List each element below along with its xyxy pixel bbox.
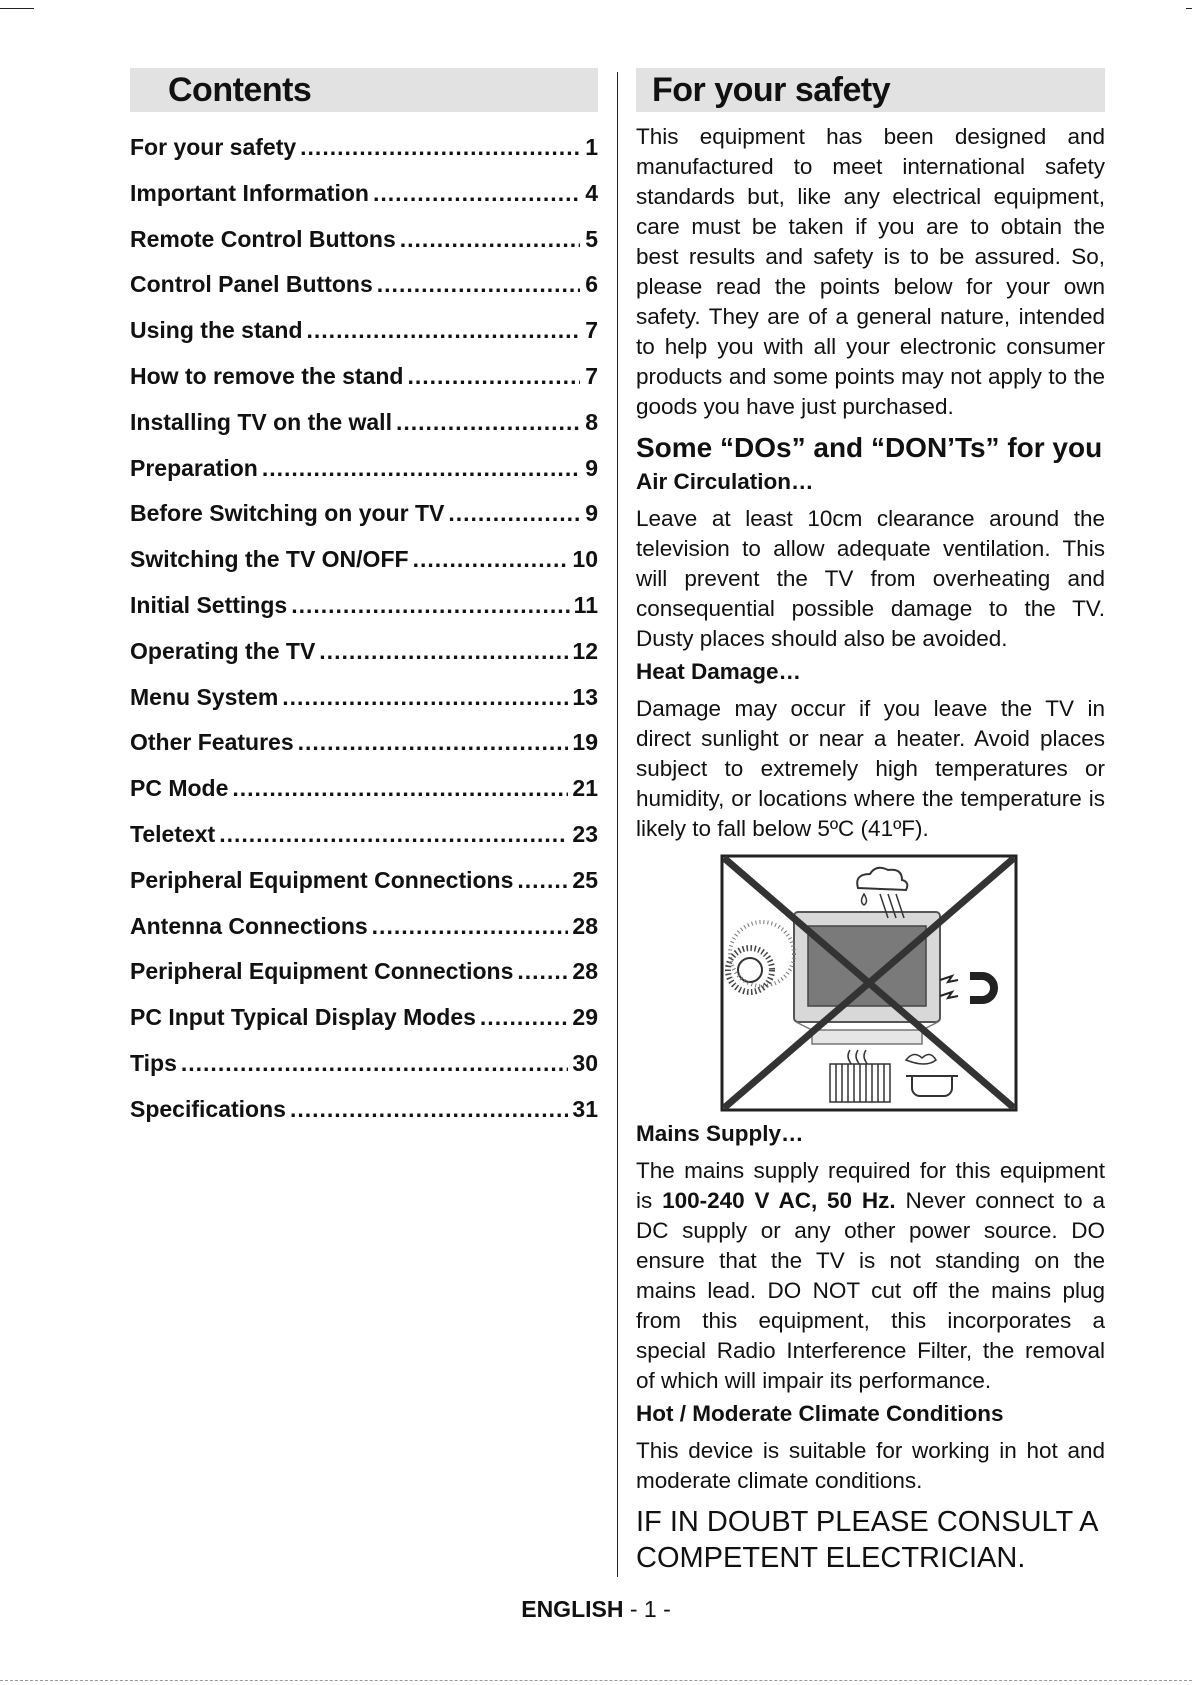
toc-entry-page: 6 — [585, 271, 598, 298]
toc-entry-page: 30 — [572, 1049, 598, 1076]
toc-entry-page: 7 — [585, 362, 598, 389]
toc-dot-leader — [377, 271, 580, 298]
toc-entry-title: Teletext — [130, 820, 216, 847]
toc-dot-leader — [282, 684, 568, 711]
mains-supply-text — [636, 1156, 1105, 1396]
toc-entry-title: Control Panel Buttons — [130, 271, 373, 298]
toc-entry-page: 9 — [585, 500, 598, 527]
consult-line-2: COMPETENT ELECTRICIAN. — [636, 1542, 1026, 1574]
hazard-illustration — [720, 854, 1018, 1112]
toc-entry — [130, 684, 598, 730]
toc-entry-title: Initial Settings — [130, 591, 288, 618]
toc-entry-page: 21 — [572, 775, 598, 802]
toc-entry-title: Antenna Connections — [130, 912, 368, 939]
footer-language: ENGLISH — [521, 1596, 624, 1622]
mains-supply-text-end: Never connect to a DC supply or any other power source. DO ensure that the TV is not standing on the mains lead. DO NOT cut off the mains plug from this equipment, this incorporates a special Radio Interference Filter, the removal of which will impair its performance. — [636, 1188, 1106, 1393]
toc-entry — [130, 409, 598, 455]
toc-entry-page: 13 — [572, 683, 598, 710]
consult-electrician-notice — [636, 1504, 1105, 1576]
contents-heading-text: Contents — [168, 70, 312, 109]
toc-entry-title: How to remove the stand — [130, 362, 404, 389]
toc-entry-page: 28 — [572, 912, 598, 939]
toc-dot-leader — [181, 1050, 569, 1077]
toc-dot-leader — [517, 958, 568, 985]
toc-entry-title: Menu System — [130, 683, 279, 710]
toc-entry — [130, 180, 598, 226]
toc-entry-title: Before Switching on your TV — [130, 500, 445, 527]
crop-mark-top-right — [1186, 8, 1192, 9]
dos-donts-heading: Some “DOs” and “DON’Ts” for you — [636, 432, 1103, 463]
toc-dot-leader — [400, 226, 580, 253]
toc-entry-title: Operating the TV — [130, 637, 316, 664]
toc-entry — [130, 363, 598, 409]
toc-entry-title: Installing TV on the wall — [130, 408, 392, 435]
toc-entry-page: 12 — [572, 637, 598, 664]
toc-entry-title: Preparation — [130, 454, 258, 481]
toc-entry-title: Peripheral Equipment Connections — [130, 958, 514, 985]
toc-entry-page: 5 — [585, 225, 598, 252]
air-circulation-heading: Air Circulation… — [636, 469, 814, 494]
column-divider — [617, 72, 618, 1577]
toc-entry-page: 11 — [573, 591, 598, 618]
toc-entry — [130, 638, 598, 684]
contents-list — [130, 134, 598, 1142]
bottom-cut-line — [0, 1680, 1192, 1681]
crossed-out-tv-hazards-image — [720, 854, 1018, 1112]
toc-dot-leader — [517, 867, 568, 894]
toc-entry-title: Using the stand — [130, 317, 303, 344]
toc-entry-title: For your safety — [130, 134, 297, 160]
safety-section — [636, 68, 1105, 1576]
toc-entry-page: 4 — [585, 179, 598, 206]
toc-entry-title: Specifications — [130, 1095, 286, 1122]
toc-dot-leader — [232, 775, 568, 802]
toc-dot-leader — [298, 729, 569, 756]
air-circulation-text: Leave at least 10cm clearance around the television to allow adequate ventilation. This will prevent the TV from overheating and consequential possible damage to the TV. Dusty places should also be avoided. — [636, 506, 1105, 651]
toc-entry-title: Other Features — [130, 729, 294, 756]
toc-entry-page: 25 — [572, 866, 598, 893]
toc-dot-leader — [448, 500, 580, 527]
toc-entry-page: 28 — [572, 958, 598, 985]
heat-damage-heading: Heat Damage… — [636, 659, 802, 684]
toc-dot-leader — [480, 1004, 568, 1031]
toc-entry — [130, 821, 598, 867]
toc-entry — [130, 1096, 598, 1142]
toc-entry-page: 19 — [572, 729, 598, 756]
toc-entry-page: 7 — [585, 317, 598, 344]
toc-dot-leader — [262, 455, 580, 482]
mains-supply-text-start: The mains supply required for this equipment is — [636, 1158, 1105, 1213]
toc-dot-leader — [396, 409, 580, 436]
toc-entry — [130, 1004, 598, 1050]
toc-entry-title: PC Input Typical Display Modes — [130, 1004, 476, 1031]
toc-entry-page: 29 — [572, 1004, 598, 1031]
climate-heading: Hot / Moderate Climate Conditions — [636, 1401, 1004, 1426]
consult-line-1: IF IN DOUBT PLEASE CONSULT A — [636, 1506, 1099, 1538]
toc-entry — [130, 226, 598, 272]
toc-entry-page: 23 — [572, 820, 598, 847]
toc-entry — [130, 271, 598, 317]
toc-entry-title: Switching the TV ON/OFF — [130, 546, 409, 573]
toc-dot-leader — [372, 913, 569, 940]
toc-entry-page: 8 — [585, 408, 598, 435]
toc-entry — [130, 958, 598, 1004]
toc-dot-leader — [291, 592, 569, 619]
contents-section — [130, 68, 598, 1142]
toc-entry — [130, 729, 598, 775]
toc-entry-title: Tips — [130, 1049, 177, 1076]
toc-dot-leader — [219, 821, 568, 848]
safety-heading — [636, 68, 1105, 112]
toc-entry — [130, 592, 598, 638]
toc-entry — [130, 455, 598, 501]
toc-entry — [130, 913, 598, 959]
toc-entry-title: Remote Control Buttons — [130, 225, 396, 252]
page-footer — [0, 1596, 1192, 1623]
toc-entry-page: 1 — [585, 134, 598, 160]
toc-dot-leader — [373, 180, 580, 207]
climate-text: This device is suitable for working in hot and moderate climate conditions. — [636, 1438, 1105, 1493]
safety-heading-text: For your safety — [652, 70, 891, 109]
toc-entry — [130, 1050, 598, 1096]
toc-dot-leader — [290, 1096, 568, 1123]
toc-entry-title: PC Mode — [130, 775, 229, 802]
toc-entry — [130, 134, 598, 180]
toc-entry-page: 10 — [572, 546, 598, 573]
toc-dot-leader — [319, 638, 568, 665]
toc-dot-leader — [413, 546, 569, 573]
toc-dot-leader — [300, 134, 580, 161]
heat-damage-text: Damage may occur if you leave the TV in direct sunlight or near a heater. Avoid places subject to extremely high temperatures or humidity, or locations where the temperature is likely to fall below 5ºC (41ºF). — [636, 696, 1105, 841]
crop-mark-top-left — [0, 8, 34, 9]
toc-entry — [130, 546, 598, 592]
footer-page-number: - 1 - — [629, 1596, 671, 1622]
toc-entry — [130, 500, 598, 546]
toc-entry-title: Peripheral Equipment Connections — [130, 866, 514, 893]
toc-entry-page: 31 — [572, 1095, 598, 1122]
contents-heading — [130, 68, 598, 112]
toc-entry — [130, 317, 598, 363]
toc-entry — [130, 775, 598, 821]
toc-dot-leader — [307, 317, 580, 344]
mains-supply-heading: Mains Supply… — [636, 1121, 804, 1146]
toc-entry-page: 9 — [585, 454, 598, 481]
mains-voltage-spec: 100-240 V AC, 50 Hz. — [662, 1188, 896, 1213]
safety-intro: This equipment has been designed and manufactured to meet international safety standards but, like any electrical equipment, care must be taken if you are to obtain the best results and safety is to be assured. So, please read the points below for your own safety. They are of a general nature, intended to help you with all your electronic consumer products and some points may not apply to the goods you have just purchased. — [636, 124, 1105, 419]
toc-entry-title: Important Information — [130, 179, 369, 206]
toc-dot-leader — [407, 363, 580, 390]
toc-entry — [130, 867, 598, 913]
